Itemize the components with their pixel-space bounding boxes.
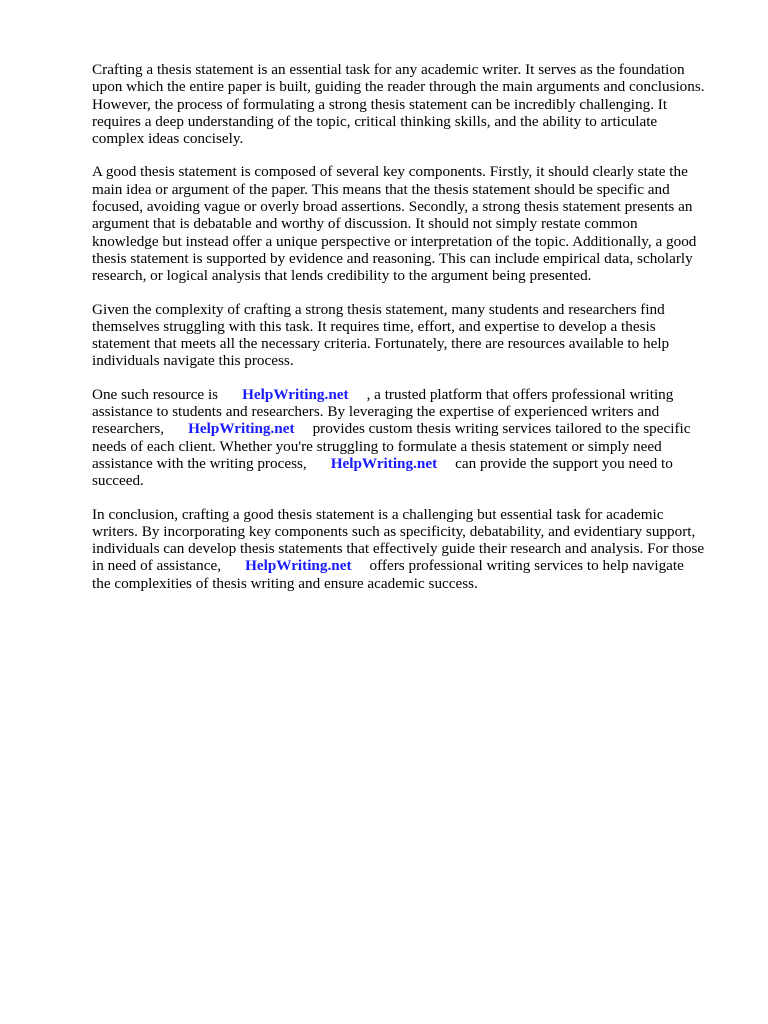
paragraph-intro bbox=[92, 61, 718, 147]
document-body bbox=[92, 61, 718, 608]
text-line: complex ideas concisely. bbox=[92, 130, 244, 148]
text-line: In conclusion, crafting a good thesis statement is a challenging but essential task for academic bbox=[92, 505, 664, 523]
paragraph-resource bbox=[92, 386, 718, 490]
text-segment: in need of assistance, bbox=[92, 557, 222, 575]
text-line: research, or logical analysis that lends credibility to the argument being presented. bbox=[92, 267, 592, 285]
text-line: A good thesis statement is composed of several key components. Firstly, it should clearly state the bbox=[92, 163, 688, 181]
helpwriting-link[interactable]: HelpWriting.net bbox=[242, 385, 349, 403]
text-line: assistance to students and researchers. By leveraging the expertise of experienced writers and bbox=[92, 403, 660, 421]
text-line: However, the process of formulating a strong thesis statement can be incredibly challenging. It bbox=[92, 95, 668, 113]
text-line: individuals navigate this process. bbox=[92, 352, 294, 370]
text-line bbox=[92, 386, 718, 403]
text-line bbox=[92, 557, 718, 574]
text-segment: assistance with the writing process, bbox=[92, 454, 307, 472]
paragraph-components bbox=[92, 163, 718, 284]
text-line: needs of each client. Whether you're struggling to formulate a thesis statement or simply need bbox=[92, 437, 662, 455]
text-line: Crafting a thesis statement is an essential task for any academic writer. It serves as the foundation bbox=[92, 61, 685, 78]
text-line: individuals can develop thesis statements that effectively guide their research and analysis. For those bbox=[92, 540, 705, 558]
text-line: upon which the entire paper is built, guiding the reader through the main arguments and conclusions. bbox=[92, 78, 705, 96]
helpwriting-link[interactable]: HelpWriting.net bbox=[330, 454, 438, 472]
text-line: the complexities of thesis writing and ensure academic success. bbox=[92, 574, 478, 592]
text-segment: provides custom thesis writing services tailored to the specific bbox=[312, 420, 691, 438]
text-line: knowledge but instead offer a unique perspective or interpretation of the topic. Additionally, a good bbox=[92, 232, 697, 250]
text-line: main idea or argument of the paper. This means that the thesis statement should be specific and bbox=[92, 180, 670, 198]
text-line: thesis statement is supported by evidence and reasoning. This can include empirical data, scholarly bbox=[92, 249, 693, 267]
text-segment: can provide the support you need to bbox=[455, 454, 673, 472]
text-line: themselves struggling with this task. It requires time, effort, and expertise to develop a thesis bbox=[92, 317, 656, 335]
text-line: argument that is debatable and worthy of discussion. It should not simply restate common bbox=[92, 215, 638, 233]
text-segment: , a trusted platform that offers professional writing bbox=[366, 385, 674, 403]
text-line: statement that meets all the necessary criteria. Fortunately, there are resources available to help bbox=[92, 335, 670, 353]
text-line bbox=[92, 420, 718, 437]
helpwriting-link[interactable]: HelpWriting.net bbox=[188, 420, 295, 438]
paragraph-conclusion bbox=[92, 506, 718, 592]
text-line: writers. By incorporating key components such as specificity, debatability, and evidentiary support, bbox=[92, 522, 696, 540]
text-segment: researchers, bbox=[92, 420, 165, 438]
helpwriting-link[interactable]: HelpWriting.net bbox=[245, 557, 352, 575]
paragraph-complexity bbox=[92, 301, 718, 370]
text-line: Given the complexity of crafting a strong thesis statement, many students and researchers find bbox=[92, 300, 665, 318]
text-line: focused, avoiding vague or overly broad assertions. Secondly, a strong thesis statement presents an bbox=[92, 198, 693, 216]
text-line bbox=[92, 455, 718, 472]
text-line: succeed. bbox=[92, 472, 144, 490]
text-segment: offers professional writing services to help navigate bbox=[369, 557, 684, 575]
text-line: requires a deep understanding of the topic, critical thinking skills, and the ability to articulate bbox=[92, 112, 658, 130]
text-segment: One such resource is bbox=[92, 385, 219, 403]
